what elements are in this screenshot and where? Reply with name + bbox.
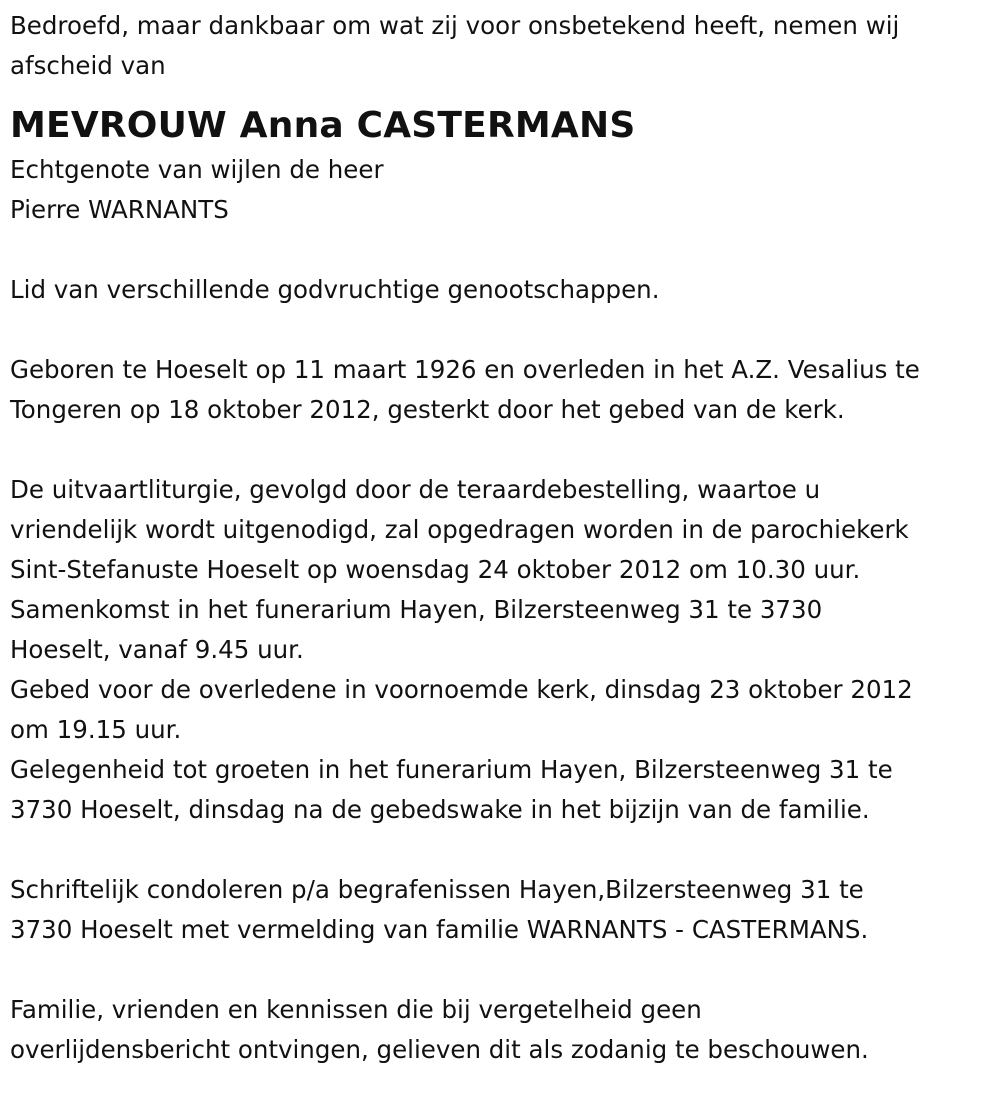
birth-death-line: Tongeren op 18 oktober 2012, gesterkt door het gebed van de kerk. bbox=[10, 395, 845, 424]
paragraph-spacer bbox=[10, 230, 990, 270]
spouse-paragraph bbox=[10, 150, 990, 230]
condolence-paragraph bbox=[10, 870, 990, 950]
intro-paragraph bbox=[10, 6, 990, 86]
paragraph-spacer bbox=[10, 830, 990, 870]
greeting-line: 3730 Hoeselt, dinsdag na de gebedswake in het bijzijn van de familie. bbox=[10, 795, 870, 824]
paragraph-spacer bbox=[10, 950, 990, 990]
closing-line: Familie, vrienden en kennissen die bij vergetelheid geen bbox=[10, 995, 702, 1024]
funeral-line: vriendelijk wordt uitgenodigd, zal opgedragen worden in de parochiekerk bbox=[10, 515, 909, 544]
funeral-line: De uitvaartliturgie, gevolgd door de teraardebestelling, waartoe u bbox=[10, 475, 821, 504]
meeting-line: Hoeselt, vanaf 9.45 uur. bbox=[10, 635, 304, 664]
membership-line: Lid van verschillende godvruchtige genootschappen. bbox=[10, 275, 660, 304]
intro-line: Bedroefd, maar dankbaar om wat zij voor onsbetekend heeft, nemen wij bbox=[10, 11, 900, 40]
closing-line: overlijdensbericht ontvingen, gelieven dit als zodanig te beschouwen. bbox=[10, 1035, 869, 1064]
paragraph-spacer bbox=[10, 310, 990, 350]
membership-paragraph bbox=[10, 270, 990, 310]
funeral-line: Sint-Stefanuste Hoeselt op woensdag 24 oktober 2012 om 10.30 uur. bbox=[10, 555, 861, 584]
meeting-line: Samenkomst in het funerarium Hayen, Bilzersteenweg 31 te 3730 bbox=[10, 595, 823, 624]
deceased-name: MEVROUW Anna CASTERMANS bbox=[10, 105, 636, 146]
prayer-line: om 19.15 uur. bbox=[10, 715, 182, 744]
greeting-line: Gelegenheid tot groeten in het funerarium Hayen, Bilzersteenweg 31 te bbox=[10, 755, 893, 784]
obituary-notice bbox=[10, 6, 990, 1070]
condolence-line: 3730 Hoeselt met vermelding van familie WARNANTS - CASTERMANS. bbox=[10, 915, 869, 944]
prayer-line: Gebed voor de overledene in voornoemde kerk, dinsdag 23 oktober 2012 bbox=[10, 675, 913, 704]
spouse-name: Pierre WARNANTS bbox=[10, 195, 229, 224]
paragraph-spacer bbox=[10, 430, 990, 470]
condolence-line: Schriftelijk condoleren p/a begrafenissen Hayen,Bilzersteenweg 31 te bbox=[10, 875, 864, 904]
spouse-line: Echtgenote van wijlen de heer bbox=[10, 155, 384, 184]
birth-death-line: Geboren te Hoeselt op 11 maart 1926 en overleden in het A.Z. Vesalius te bbox=[10, 355, 920, 384]
funeral-details-paragraph bbox=[10, 470, 990, 830]
closing-paragraph bbox=[10, 990, 990, 1070]
intro-line: afscheid van bbox=[10, 51, 166, 80]
birth-death-paragraph bbox=[10, 350, 990, 430]
